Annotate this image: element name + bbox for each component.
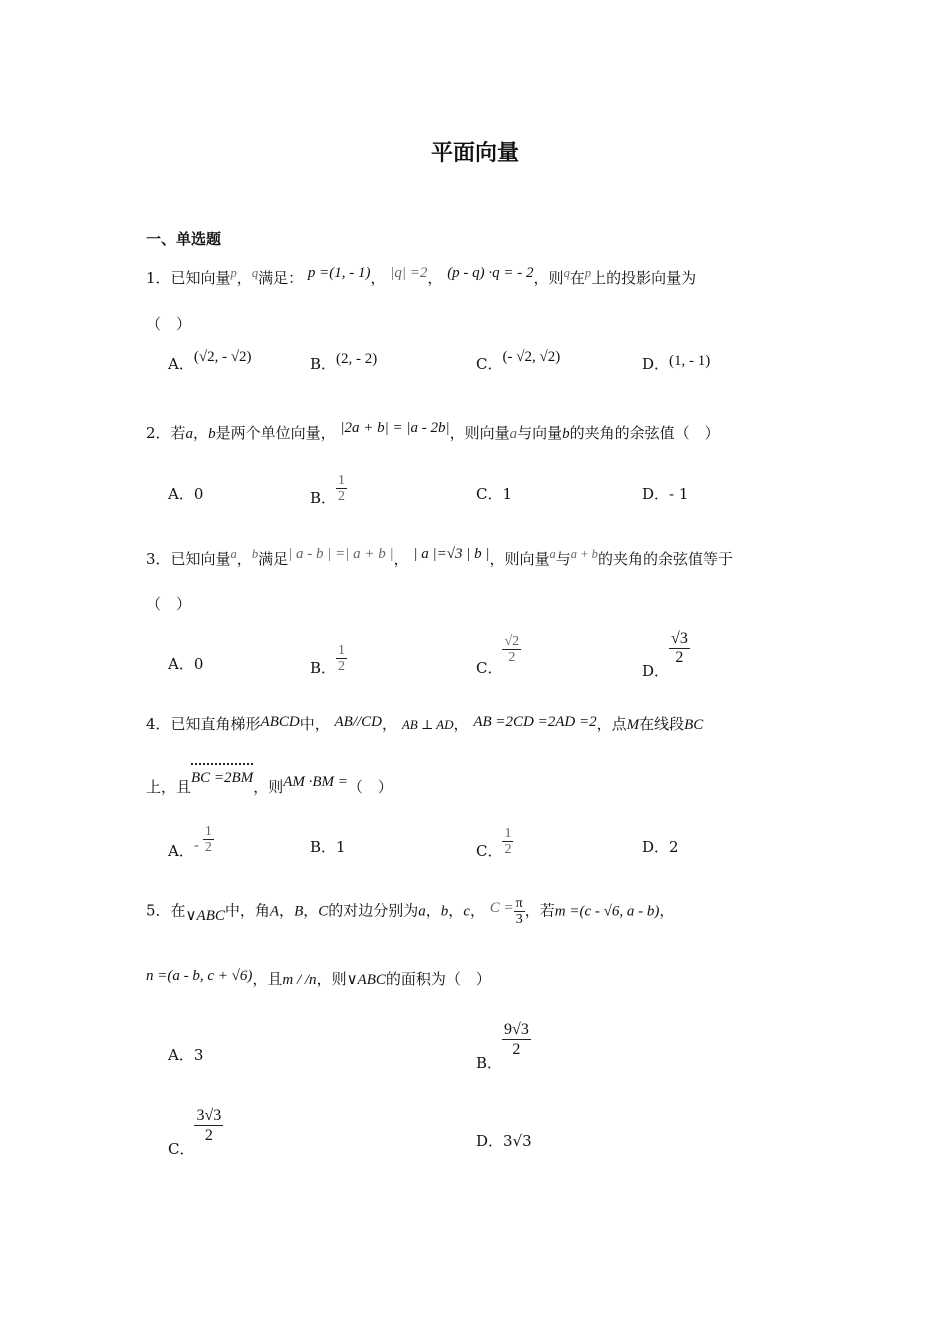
q1-option-c-value: (- √2, √2) xyxy=(502,349,561,365)
q1-option-a-value: (√2, - √2) xyxy=(193,349,252,365)
question-5-line-2: n =(a - b, c + √6)，且m / /n，则∨ABC的面积为（ ） xyxy=(146,968,491,988)
question-3: 3．已知向量$^a$，$^b$满足| a - b | =| a + b |， | a |=√3 | b |，则向量$^a$与$^{a + b}$的夹角的余弦值等于 xyxy=(146,546,733,568)
q1-option-c[interactable]: C．(- √2, √2) xyxy=(476,349,561,373)
q4-option-c[interactable]: C． $\frac{1}{2}$ xyxy=(476,826,512,860)
q4-vector-equation: BC =2BM xyxy=(191,767,253,789)
question-5: 5．在∨ABC中，角A，B，C的对边分别为a，b，c， C = $\frac{\pi}{3}$ ，若m =(c - √6, a - b)， xyxy=(146,896,675,927)
q5-angle-c: C = xyxy=(489,899,514,916)
q1-option-d-value: (1, - 1) xyxy=(669,353,711,369)
q5-option-b[interactable]: B． $\frac{9√3}{2}$ xyxy=(476,1021,529,1072)
q2-equation: |2a + b| = |a - 2b| xyxy=(340,420,450,436)
q5-option-a[interactable]: A．3 xyxy=(168,1046,204,1064)
q3-option-b[interactable]: B． $\frac{1}{2}$ xyxy=(310,643,346,677)
q4-option-a-fraction: $\frac{1}{2}$ xyxy=(204,824,212,855)
q2-option-c[interactable]: C．1 xyxy=(476,485,513,503)
q2-option-b-fraction: $\frac{1}{2}$ xyxy=(338,473,346,504)
q2-option-a[interactable]: A．0 xyxy=(168,485,204,503)
q5-option-d[interactable]: D．3√3 xyxy=(476,1132,532,1150)
q3-option-c[interactable]: C． $\frac{√2}{2}$ xyxy=(476,634,520,677)
q5-parallel: m / /n xyxy=(282,972,317,988)
q5-pi-over-3: $\frac{\pi}{3}$ xyxy=(515,896,523,927)
question-2: 2．若a，b是两个单位向量， |2a + b| = |a - 2b|，则向量a与向量b的夹角的余弦值（ ） xyxy=(146,420,720,442)
question-4: 4．已知直角梯形ABCD中， AB//CD， AB ⊥ AD， AB =2CD =2AD =2，点M在线段BC xyxy=(146,714,704,733)
q2-option-d[interactable]: D．- 1 xyxy=(642,485,689,503)
q1-option-b-value: (2, - 2) xyxy=(336,351,378,367)
q1-prefix: 1．已知向量 xyxy=(146,269,231,287)
q3-option-c-fraction: $\frac{√2}{2}$ xyxy=(504,634,520,665)
q3-option-d-fraction: $\frac{√3}{2}$ xyxy=(671,630,688,666)
q5-option-c-fraction: $\frac{3√3}{2}$ xyxy=(196,1107,222,1144)
q4-dot-product: AM ·BM = xyxy=(283,774,348,790)
q1-option-b[interactable]: B．(2, - 2) xyxy=(310,351,378,373)
q1-abs-q: |q| =2 xyxy=(390,265,428,281)
q1-paren: （ ） xyxy=(146,315,192,333)
q3-option-b-fraction: $\frac{1}{2}$ xyxy=(338,643,346,674)
q4-option-a[interactable]: A．- $\frac{1}{2}$ xyxy=(168,824,212,860)
question-4-line-2: 上，且BC =2BM，则AM ·BM =（ ） xyxy=(146,776,393,799)
q5-option-b-fraction: $\frac{9√3}{2}$ xyxy=(504,1021,529,1058)
q3-equation-2: | a |=√3 | b | xyxy=(413,546,490,562)
q5-m-vector: m =(c - √6, a - b) xyxy=(554,903,660,920)
q1-option-a[interactable]: A．(√2, - √2) xyxy=(168,349,252,373)
q4-option-c-fraction: $\frac{1}{2}$ xyxy=(504,826,512,857)
q3-paren: （ ） xyxy=(146,595,192,613)
q5-n-vector: n =(a - b, c + √6) xyxy=(146,968,253,984)
q4-option-b[interactable]: B．1 xyxy=(310,838,346,856)
q3-option-d[interactable]: D． $\frac{√3}{2}$ xyxy=(642,630,688,680)
q2-option-b[interactable]: B． $\frac{1}{2}$ xyxy=(310,473,346,507)
question-1: 1．已知向量$^p$，$^q$满足： p =(1, - 1)， |q| =2， (p - q) ·q = - 2，则$^q$在$^p$上的投影向量为 xyxy=(146,265,697,287)
q1-option-d[interactable]: D．(1, - 1) xyxy=(642,353,711,373)
q3-option-a[interactable]: A．0 xyxy=(168,655,204,673)
q4-parallel: AB//CD xyxy=(334,714,383,730)
q1-p-definition: p =(1, - 1) xyxy=(307,265,371,281)
q3-equation-1: | a - b | =| a + b | xyxy=(288,546,394,562)
q1-dot-condition: (p - q) ·q = - 2 xyxy=(447,265,534,281)
page-title: 平面向量 xyxy=(430,140,519,166)
q4-perpendicular: AB ⊥ AD xyxy=(401,717,454,732)
q4-option-d[interactable]: D．2 xyxy=(642,838,679,856)
q4-equation: AB =2CD =2AD =2 xyxy=(473,714,597,730)
section-heading: 一、单选题 xyxy=(146,230,222,248)
q5-option-c[interactable]: C． $\frac{3√3}{2}$ xyxy=(168,1107,222,1158)
